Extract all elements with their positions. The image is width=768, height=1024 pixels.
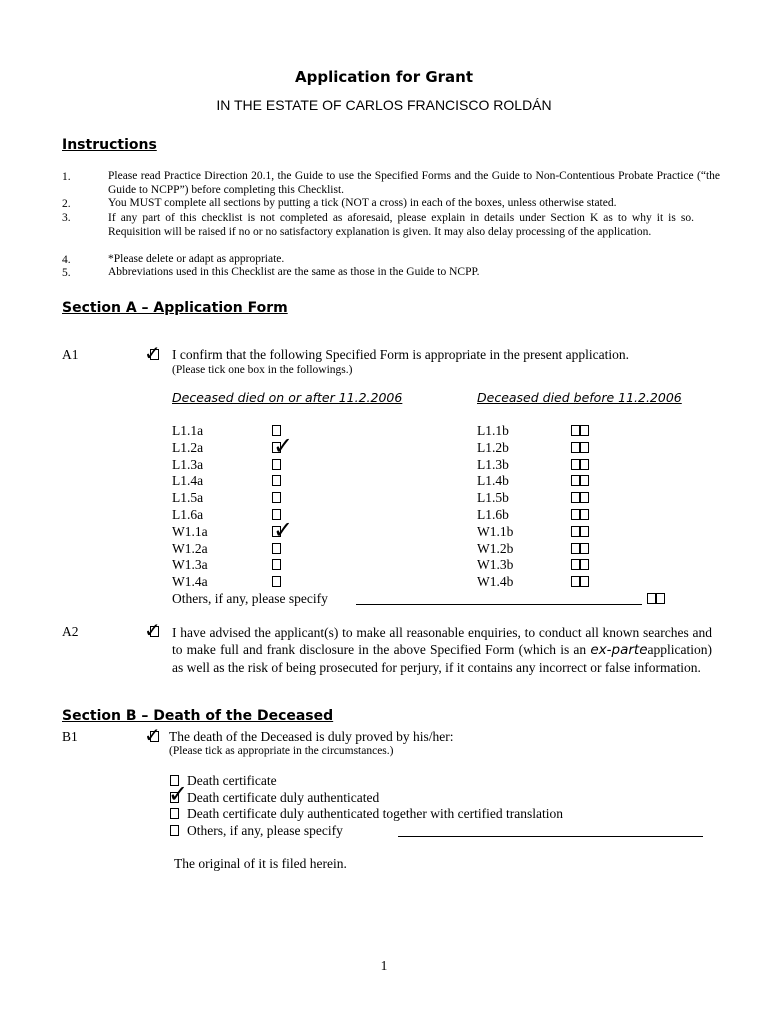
form-label: W1.1b [477,524,514,539]
a2-label: A2 [62,624,79,639]
b1-others-input-line[interactable] [398,836,703,837]
form-label: L1.2b [477,440,509,455]
form-label: L1.4b [477,473,509,488]
form-label: L1.1a [172,423,204,438]
option-label: Death certificate [187,773,277,788]
form-checkbox[interactable] [571,509,580,520]
form-checkbox[interactable] [571,425,580,436]
estate-subtitle: IN THE ESTATE OF CARLOS FRANCISCO ROLDÁN [216,97,552,113]
check-icon: ✓ [168,780,189,808]
instruction-text: Please read Practice Direction 20.1, the Guide to use the Specified Forms and the Guide to Non-Contentious Probate Practice (“the Guide to NCPP”) before completing this Checklist. [108,170,720,196]
section-b-heading: Section B – Death of the Deceased [62,708,334,724]
option-checkbox[interactable] [170,808,179,819]
b1-text: The death of the Deceased is duly proved by his/her: [169,729,454,744]
b1-note: (Please tick as appropriate in the circumstances.) [169,745,394,757]
form-checkbox[interactable] [580,526,589,537]
form-label: L1.3a [172,457,204,472]
form-checkbox[interactable] [272,475,281,486]
form-checkbox[interactable] [580,559,589,570]
option-label: Others, if any, please specify [187,823,343,838]
form-checkbox[interactable] [571,543,580,554]
instructions-heading: Instructions [62,137,157,153]
instruction-text: *Please delete or adapt as appropriate. [108,253,285,265]
instruction-text: If any part of this checklist is not completed as aforesaid, please explain in details under Section K as to why it is so. Requisition will be raised if no or no satisfactory explanation is given. It may also delay processing of the application. [108,212,694,238]
a2-text-after: application) as well as the risk of being prosecuted for perjury, if it contains any incorrect or false information. [172,642,712,675]
document-title: Application for Grant [294,68,474,86]
form-checkbox[interactable] [580,459,589,470]
b1-footer: The original of it is filed herein. [174,856,347,871]
check-icon: ✓ [144,618,161,642]
option-label: Death certificate duly authenticated [187,790,380,805]
form-label: W1.2a [172,541,208,556]
instruction-number: 4. [62,254,71,266]
form-checkbox[interactable] [272,559,281,570]
form-label: L1.6a [172,507,204,522]
b1-label: B1 [62,729,78,744]
instruction-text: You MUST complete all sections by putting a tick (NOT a cross) in each of the boxes, unless otherwise stated. [108,197,617,209]
form-checkbox[interactable] [580,442,589,453]
form-checkbox[interactable] [272,543,281,554]
form-checkbox[interactable] [580,509,589,520]
form-checkbox[interactable] [571,559,580,570]
form-label: W1.4a [172,574,208,589]
form-checkbox[interactable] [272,576,281,587]
others-label: Others, if any, please specify [172,591,328,606]
section-a-heading: Section A – Application Form [62,300,288,316]
form-label: W1.4b [477,574,514,589]
others-checkbox[interactable] [647,593,656,604]
form-label: L1.3b [477,457,509,472]
form-checkbox[interactable] [580,543,589,554]
option-label: Death certificate duly authenticated together with certified translation [187,806,563,821]
a2-text [172,624,712,676]
form-checkbox[interactable] [571,442,580,453]
form-label: L1.5b [477,490,509,505]
check-icon: ✓ [273,516,294,544]
instruction-number: 2. [62,198,71,210]
form-checkbox[interactable] [571,475,580,486]
others-input-line[interactable] [356,604,642,605]
check-icon: ✓ [144,341,161,365]
form-checkbox[interactable] [571,459,580,470]
form-checkbox[interactable] [571,526,580,537]
form-label: L1.2a [172,440,204,455]
a2-text-before: I have advised the applicant(s) to make all reasonable enquiries, to conduct all known searches and to make full and frank disclosure in the above Specified Form (which is an [172,625,712,657]
form-label: W1.3a [172,557,208,572]
instruction-number: 5. [62,267,71,279]
check-icon: ✓ [273,432,294,460]
page-number: 1 [380,958,388,973]
form-checkbox[interactable] [272,459,281,470]
option-checkbox[interactable] [170,825,179,836]
check-icon: ✓ [144,723,161,747]
right-column-header: Deceased died before 11.2.2006 [477,390,682,405]
form-label: W1.1a [172,524,208,539]
a1-label: A1 [62,347,79,362]
form-label: W1.2b [477,541,514,556]
form-checkbox[interactable] [571,492,580,503]
form-checkbox[interactable] [580,576,589,587]
instruction-number: 3. [62,212,71,224]
a1-note: (Please tick one box in the followings.) [172,364,353,376]
form-checkbox[interactable] [580,492,589,503]
form-label: L1.6b [477,507,509,522]
form-checkbox[interactable] [272,492,281,503]
form-label: W1.3b [477,557,514,572]
others-checkbox[interactable] [656,593,665,604]
instruction-number: 1. [62,171,71,183]
form-label: L1.1b [477,423,509,438]
left-column-header: Deceased died on or after 11.2.2006 [172,390,403,405]
a2-text-italic: ex-parte [590,642,648,658]
instruction-text: Abbreviations used in this Checklist are the same as those in the Guide to NCPP. [108,266,480,278]
form-label: L1.5a [172,490,204,505]
form-checkbox[interactable] [580,475,589,486]
a1-text: I confirm that the following Specified Form is appropriate in the present application. [172,347,630,362]
form-label: L1.4a [172,473,204,488]
form-checkbox[interactable] [580,425,589,436]
form-checkbox[interactable] [571,576,580,587]
